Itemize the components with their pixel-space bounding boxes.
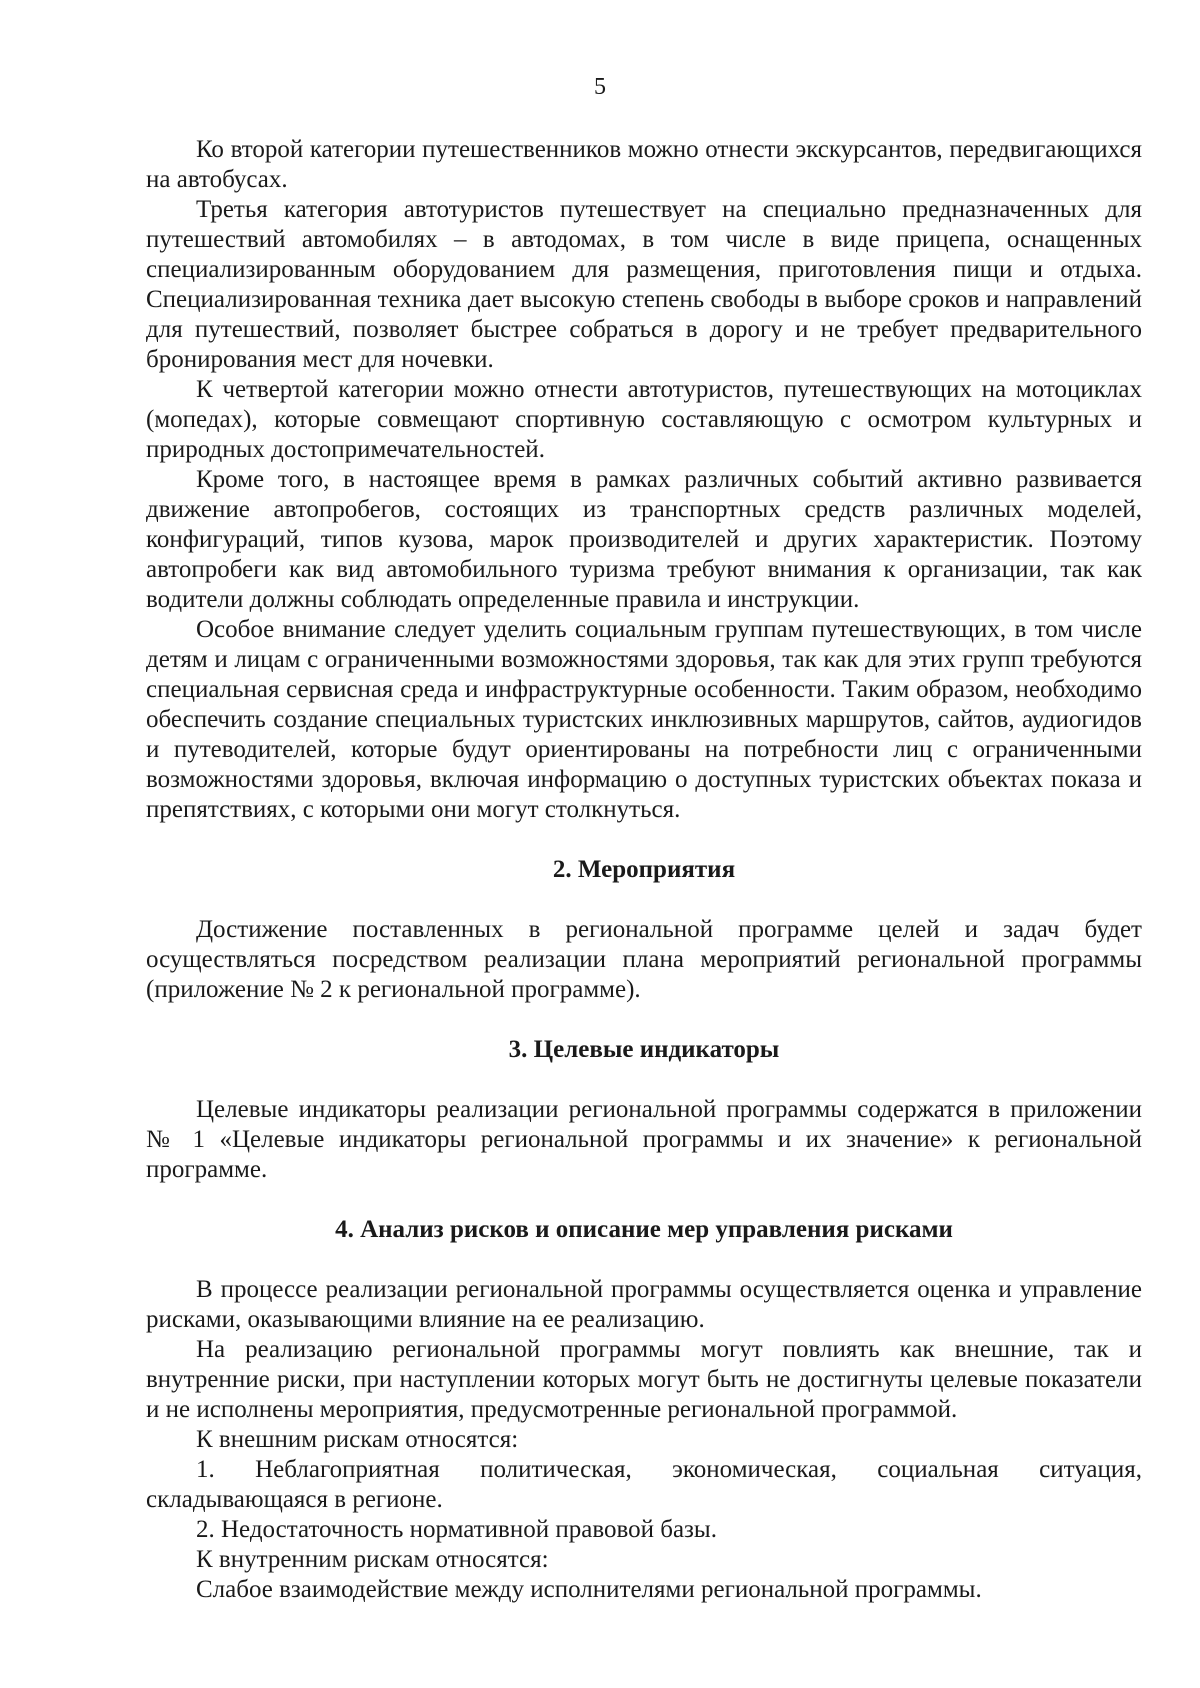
paragraph: Целевые индикаторы реализации региональной программы содержатся в приложении № 1 «Целевые индикаторы региональной программы и их значение» к региональной программе. bbox=[146, 1096, 1142, 1183]
document-body bbox=[146, 135, 1142, 1605]
list-item: 2. Недостаточность нормативной правовой базы. bbox=[196, 1516, 717, 1543]
paragraph: Слабое взаимодействие между исполнителями региональной программы. bbox=[196, 1576, 982, 1603]
spacer bbox=[146, 1245, 1142, 1275]
paragraph: Кроме того, в настоящее время в рамках различных событий активно развивается движение автопробегов, состоящих из транспортных средств различных моделей, конфигураций, типов кузова, марок производителей и других характеристик. Поэтому автопробеги как вид автомобильного туризма требуют внимания к организации, так как водители должны соблюдать определенные правила и инструкции. bbox=[146, 466, 1142, 613]
section-heading-events: 2. Мероприятия bbox=[552, 856, 736, 883]
spacer bbox=[146, 1185, 1142, 1215]
page-number: 5 bbox=[594, 74, 606, 100]
section-heading-risks: 4. Анализ рисков и описание мер управления рисками bbox=[335, 1216, 953, 1243]
paragraph: К внутренним рискам относятся: bbox=[196, 1546, 549, 1573]
spacer bbox=[146, 1065, 1142, 1095]
spacer bbox=[146, 885, 1142, 915]
paragraph: Достижение поставленных в региональной программе целей и задач будет осуществляться посредством реализации плана мероприятий региональной программы (приложение № 2 к региональной программе). bbox=[146, 916, 1142, 1003]
section-heading-indicators: 3. Целевые индикаторы bbox=[508, 1036, 780, 1063]
paragraph: К четвертой категории можно отнести автотуристов, путешествующих на мотоциклах (мопедах), которые совмещают спортивную составляющую с осмотром культурных и природных достопримечательностей. bbox=[146, 376, 1142, 463]
spacer bbox=[146, 825, 1142, 855]
paragraph: К внешним рискам относятся: bbox=[196, 1426, 519, 1453]
paragraph: Ко второй категории путешественников можно отнести экскурсантов, передвигающихся на автобусах. bbox=[146, 136, 1142, 193]
paragraph: Особое внимание следует уделить социальным группам путешествующих, в том числе детям и лицам с ограниченными возможностями здоровья, так как для этих групп требуются специальная сервисная среда и инфраструктурные особенности. Таким образом, необходимо обеспечить создание специальных туристских инклюзивных маршрутов, сайтов, аудиогидов и путеводителей, которые будут ориентированы на потребности лиц с ограниченными возможностями здоровья, включая информацию о доступных туристских объектах показа и препятствиях, с которыми они могут столкнуться. bbox=[146, 616, 1142, 823]
paragraph: В процессе реализации региональной программы осуществляется оценка и управление рисками, оказывающими влияние на ее реализацию. bbox=[146, 1276, 1142, 1333]
spacer bbox=[146, 1005, 1142, 1035]
paragraph: Третья категория автотуристов путешествует на специально предназначенных для путешествий автомобилях – в автодомах, в том числе в виде прицепа, оснащенных специализированным оборудованием для размещения, приготовления пищи и отдыха. Специализированная техника дает высокую степень свободы в выборе сроков и направлений для путешествий, позволяет быстрее собраться в дорогу и не требует предварительного бронирования мест для ночевки. bbox=[146, 196, 1142, 373]
list-item: 1. Неблагоприятная политическая, экономическая, социальная ситуация, складывающаяся в регионе. bbox=[146, 1456, 1142, 1513]
paragraph: На реализацию региональной программы могут повлиять как внешние, так и внутренние риски, при наступлении которых могут быть не достигнуты целевые показатели и не исполнены мероприятия, предусмотренные региональной программой. bbox=[146, 1336, 1142, 1423]
